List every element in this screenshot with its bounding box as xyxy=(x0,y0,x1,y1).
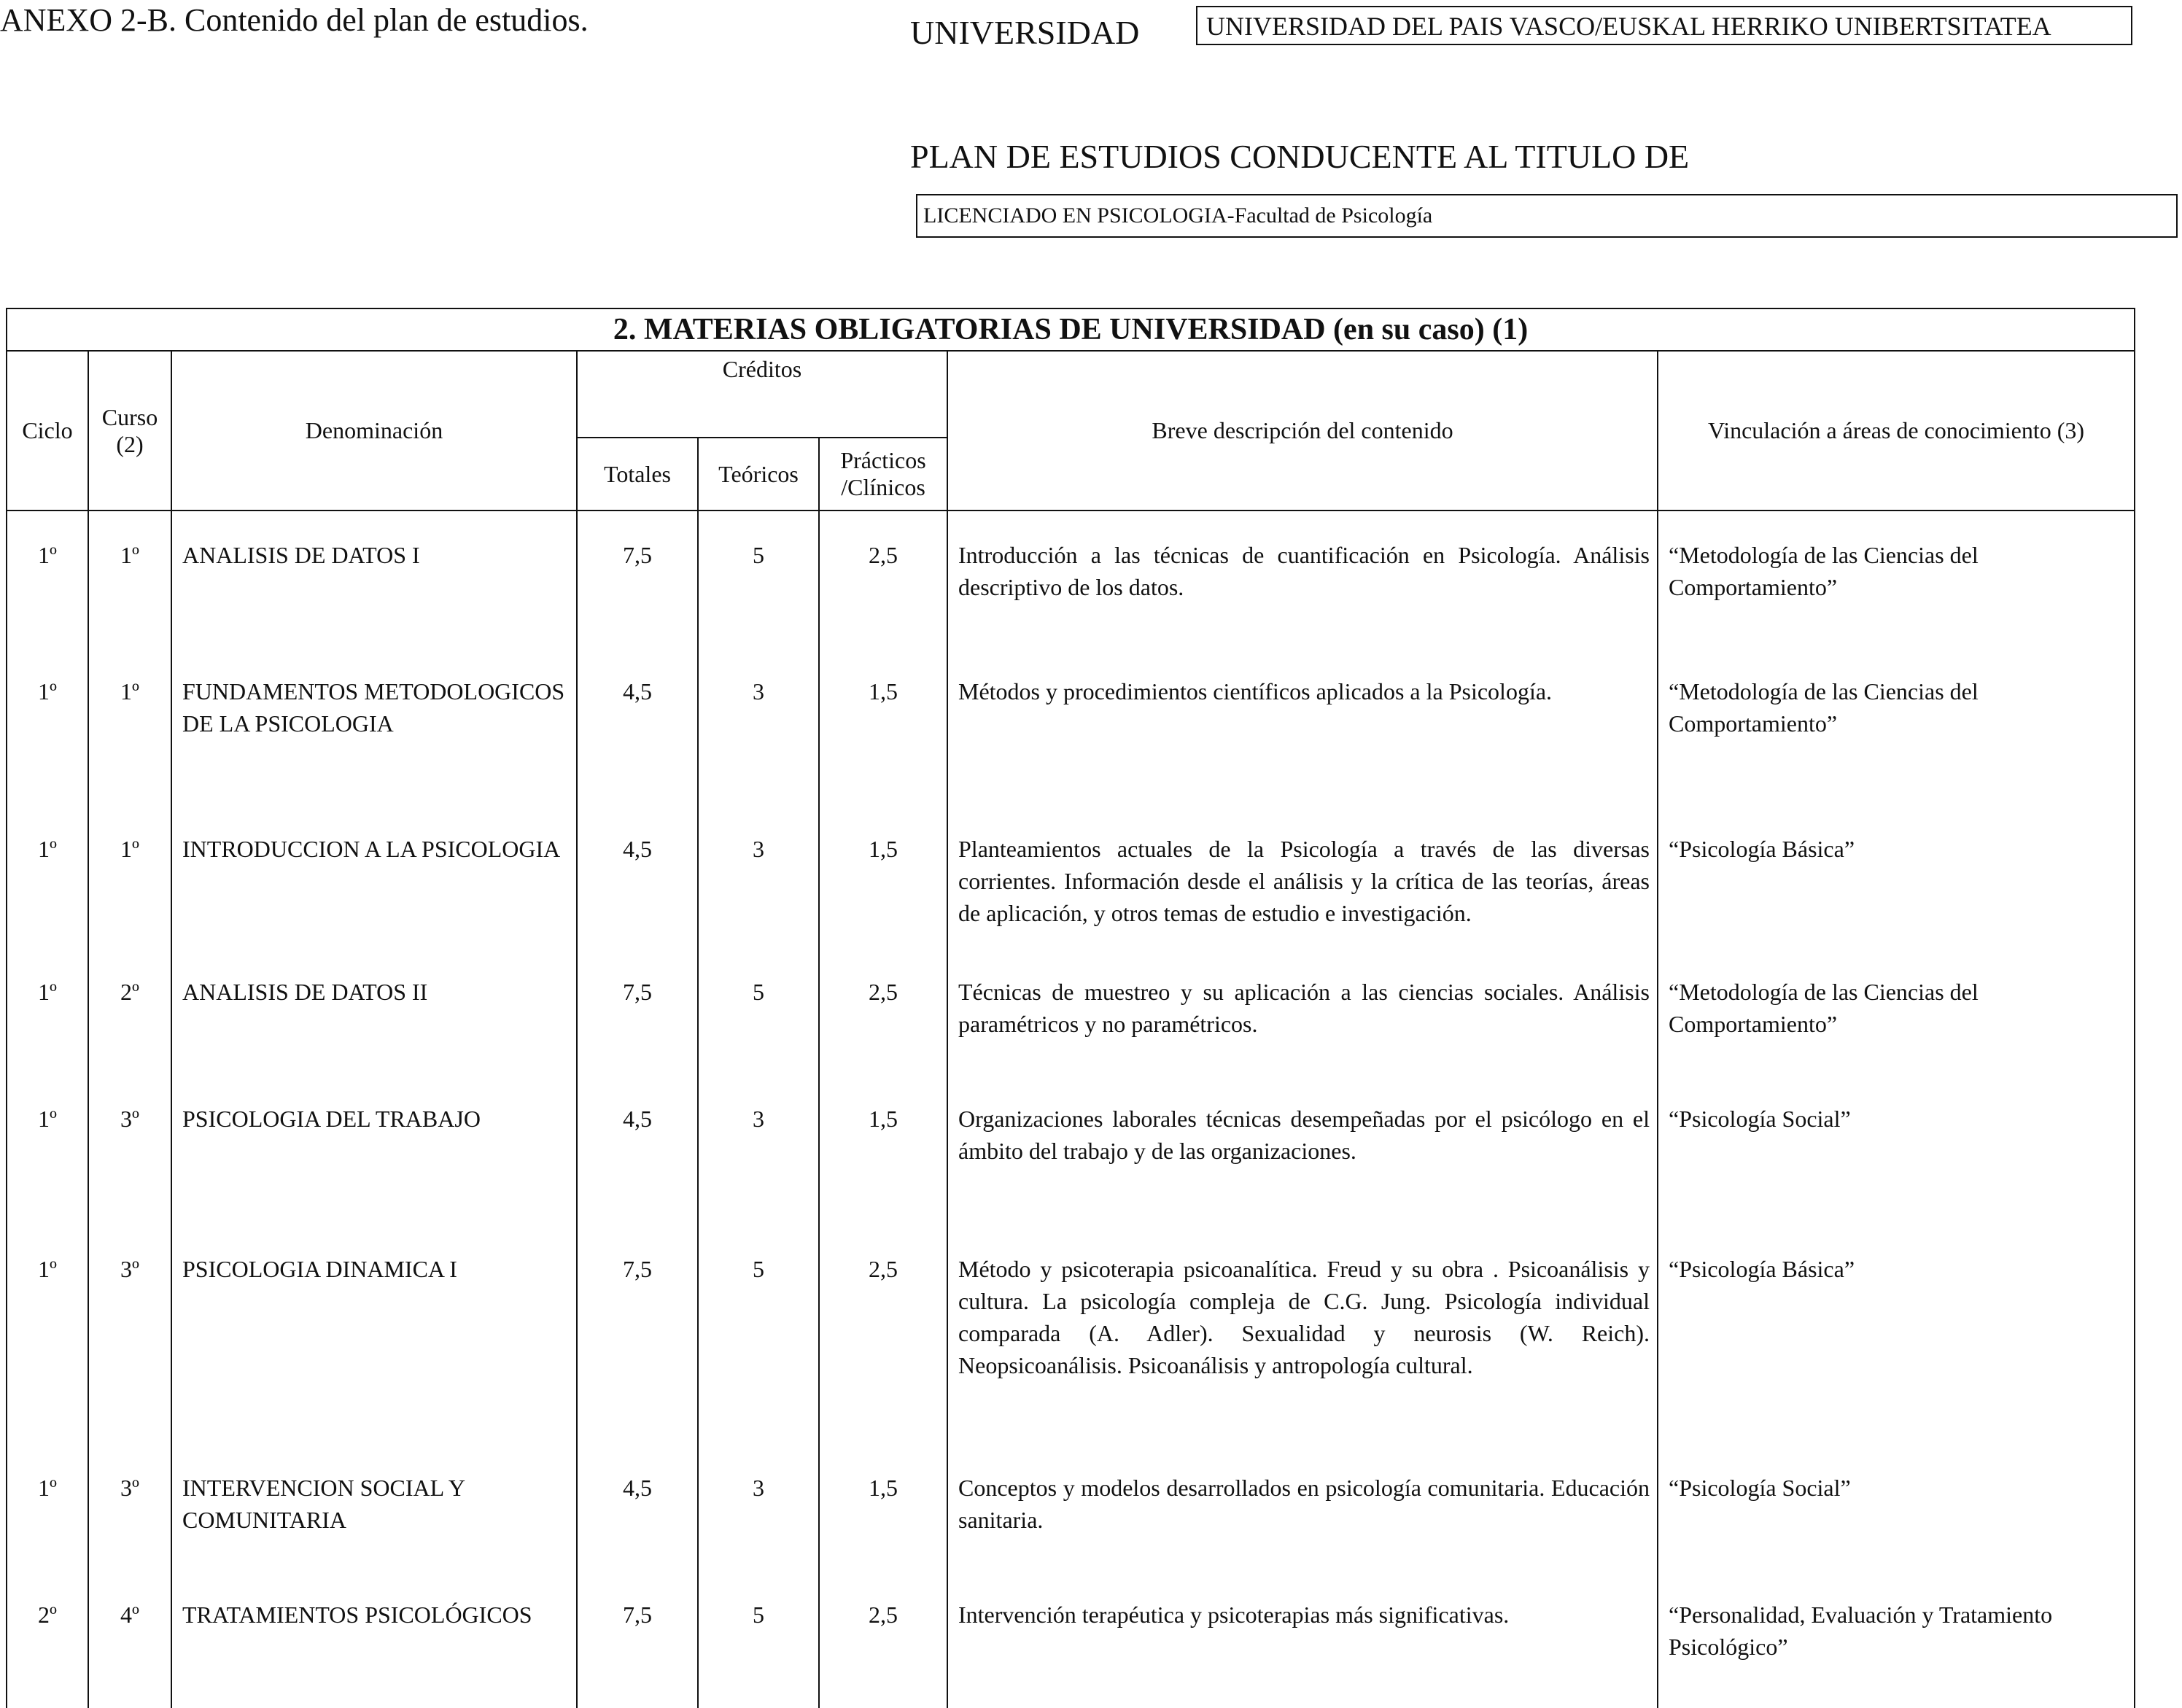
university-name-box: UNIVERSIDAD DEL PAIS VASCO/EUSKAL HERRIKO UNIBERTSITATEA xyxy=(1196,6,2132,45)
ciclo-cell: 1º xyxy=(7,1450,88,1577)
descripcion-cell: Planteamientos actuales de la Psicología a través de las diversas corrientes. Información desde el análisis y la crítica de las teorías, áreas de aplicación, y otros temas de estudio e investigación. xyxy=(947,796,1658,954)
table-row xyxy=(7,511,2135,639)
descripcion-cell: Método y psicoterapia psicoanalítica. Freud y su obra . Psicoanálisis y cultura. La psicología compleja de C.G. Jung. Psicología individual comparada (A. Adler). Sexualidad y neurosis (W. Reich). Neopsicoanálisis. Psicoanálisis y antropología cultural. xyxy=(947,1231,1658,1450)
descripcion-cell: Introducción a las técnicas de cuantificación en Psicología. Análisis descriptivo de los datos. xyxy=(947,511,1658,639)
table-row xyxy=(7,796,2135,954)
descripcion-cell: Técnicas de muestreo y su aplicación a las ciencias sociales. Análisis paramétricos y no paramétricos. xyxy=(947,954,1658,1081)
curso-cell: 1º xyxy=(88,639,171,796)
curso-cell: 3º xyxy=(88,1081,171,1231)
header-totales: Totales xyxy=(577,438,698,511)
totales-cell: 4,5 xyxy=(577,639,698,796)
table-row xyxy=(7,1577,2135,1708)
denominacion-cell: PSICOLOGIA DEL TRABAJO xyxy=(171,1081,577,1231)
practicos-cell: 1,5 xyxy=(819,796,947,954)
header-curso: Curso (2) xyxy=(88,351,171,511)
header-teoricos: Teóricos xyxy=(698,438,819,511)
denominacion-cell: INTERVENCION SOCIAL Y COMUNITARIA xyxy=(171,1450,577,1577)
ciclo-cell: 1º xyxy=(7,1231,88,1450)
table-body xyxy=(7,511,2135,1708)
totales-cell: 7,5 xyxy=(577,1577,698,1708)
totales-cell: 7,5 xyxy=(577,511,698,639)
ciclo-cell: 1º xyxy=(7,796,88,954)
practicos-cell: 2,5 xyxy=(819,1577,947,1708)
header-vinculacion: Vinculación a áreas de conocimiento (3) xyxy=(1658,351,2135,511)
practicos-cell: 2,5 xyxy=(819,511,947,639)
denominacion-cell: ANALISIS DE DATOS II xyxy=(171,954,577,1081)
teoricos-cell: 3 xyxy=(698,1450,819,1577)
header-descripcion: Breve descripción del contenido xyxy=(947,351,1658,511)
ciclo-cell: 1º xyxy=(7,954,88,1081)
table-row xyxy=(7,639,2135,796)
descripcion-cell: Conceptos y modelos desarrollados en psicología comunitaria. Educación sanitaria. xyxy=(947,1450,1658,1577)
teoricos-cell: 5 xyxy=(698,511,819,639)
vinculacion-cell: “Metodología de las Ciencias del Comportamiento” xyxy=(1658,639,2135,796)
totales-cell: 7,5 xyxy=(577,1231,698,1450)
descripcion-cell: Métodos y procedimientos científicos aplicados a la Psicología. xyxy=(947,639,1658,796)
practicos-cell: 2,5 xyxy=(819,1231,947,1450)
teoricos-cell: 3 xyxy=(698,1081,819,1231)
ciclo-cell: 2º xyxy=(7,1577,88,1708)
denominacion-cell: TRATAMIENTOS PSICOLÓGICOS xyxy=(171,1577,577,1708)
descripcion-cell: Organizaciones laborales técnicas desempeñadas por el psicólogo en el ámbito del trabajo y de las organizaciones. xyxy=(947,1081,1658,1231)
totales-cell: 4,5 xyxy=(577,1081,698,1231)
descripcion-cell: Intervención terapéutica y psicoterapias más significativas. xyxy=(947,1577,1658,1708)
vinculacion-cell: “Personalidad, Evaluación y Tratamiento Psicológico” xyxy=(1658,1577,2135,1708)
ciclo-cell: 1º xyxy=(7,639,88,796)
table-row xyxy=(7,954,2135,1081)
practicos-cell: 2,5 xyxy=(819,954,947,1081)
denominacion-cell: ANALISIS DE DATOS I xyxy=(171,511,577,639)
teoricos-cell: 5 xyxy=(698,1231,819,1450)
university-label: UNIVERSIDAD xyxy=(910,14,1140,51)
ciclo-cell: 1º xyxy=(7,511,88,639)
practicos-cell: 1,5 xyxy=(819,639,947,796)
vinculacion-cell: “Metodología de las Ciencias del Comportamiento” xyxy=(1658,954,2135,1081)
denominacion-cell: INTRODUCCION A LA PSICOLOGIA xyxy=(171,796,577,954)
annex-title: ANEXO 2-B. Contenido del plan de estudios. xyxy=(0,2,589,38)
table-row xyxy=(7,1081,2135,1231)
header-creditos: Créditos xyxy=(577,351,947,438)
header-denominacion: Denominación xyxy=(171,351,577,511)
curso-cell: 1º xyxy=(88,511,171,639)
curso-cell: 3º xyxy=(88,1450,171,1577)
practicos-cell: 1,5 xyxy=(819,1081,947,1231)
denominacion-cell: FUNDAMENTOS METODOLOGICOS DE LA PSICOLOGIA xyxy=(171,639,577,796)
subjects-table xyxy=(6,308,2135,1708)
header-ciclo: Ciclo xyxy=(7,351,88,511)
vinculacion-cell: “Psicología Social” xyxy=(1658,1081,2135,1231)
teoricos-cell: 5 xyxy=(698,1577,819,1708)
totales-cell: 7,5 xyxy=(577,954,698,1081)
table-row xyxy=(7,1231,2135,1450)
ciclo-cell: 1º xyxy=(7,1081,88,1231)
table-row xyxy=(7,1450,2135,1577)
teoricos-cell: 3 xyxy=(698,796,819,954)
curso-cell: 3º xyxy=(88,1231,171,1450)
totales-cell: 4,5 xyxy=(577,796,698,954)
denominacion-cell: PSICOLOGIA DINAMICA I xyxy=(171,1231,577,1450)
teoricos-cell: 5 xyxy=(698,954,819,1081)
degree-box: LICENCIADO EN PSICOLOGIA-Facultad de Psicología xyxy=(916,194,2178,238)
vinculacion-cell: “Metodología de las Ciencias del Comportamiento” xyxy=(1658,511,2135,639)
curso-cell: 4º xyxy=(88,1577,171,1708)
header-practicos: Prácticos /Clínicos xyxy=(819,438,947,511)
teoricos-cell: 3 xyxy=(698,639,819,796)
curso-cell: 2º xyxy=(88,954,171,1081)
vinculacion-cell: “Psicología Básica” xyxy=(1658,1231,2135,1450)
totales-cell: 4,5 xyxy=(577,1450,698,1577)
table-title: 2. MATERIAS OBLIGATORIAS DE UNIVERSIDAD (en su caso) (1) xyxy=(7,308,2135,351)
curso-cell: 1º xyxy=(88,796,171,954)
practicos-cell: 1,5 xyxy=(819,1450,947,1577)
plan-title: PLAN DE ESTUDIOS CONDUCENTE AL TITULO DE xyxy=(910,138,1690,175)
vinculacion-cell: “Psicología Básica” xyxy=(1658,796,2135,954)
vinculacion-cell: “Psicología Social” xyxy=(1658,1450,2135,1577)
